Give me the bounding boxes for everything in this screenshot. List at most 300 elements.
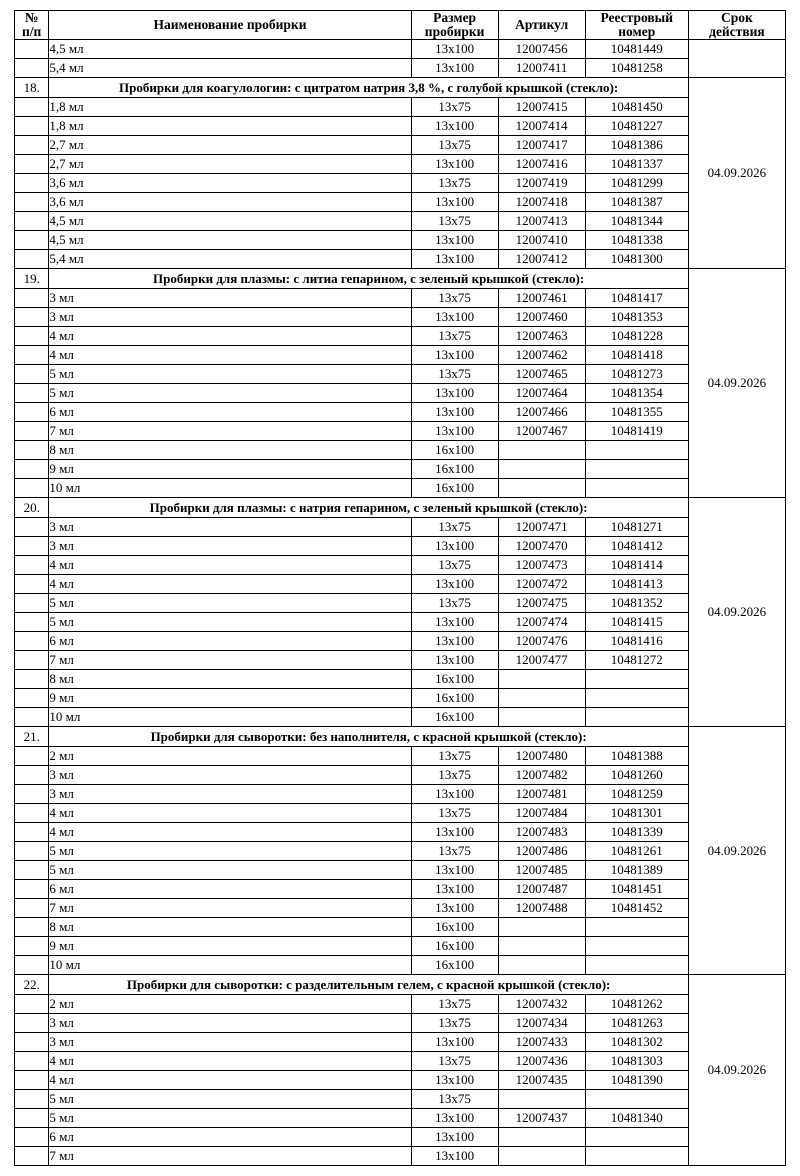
table-row: [15, 708, 786, 727]
row-size-cell: 13х75: [411, 842, 498, 861]
row-number-cell: [15, 995, 49, 1014]
group-number-cell: 21.: [15, 727, 49, 747]
row-number-cell: [15, 1147, 49, 1166]
row-name-cell: 10 мл: [49, 956, 411, 975]
table-row: [15, 575, 786, 594]
row-name-cell: 4 мл: [49, 1052, 411, 1071]
row-name-cell: 5 мл: [49, 842, 411, 861]
row-number-cell: [15, 556, 49, 575]
row-size-cell: 13х100: [411, 899, 498, 918]
row-number-cell: [15, 823, 49, 842]
group-title-cell: Пробирки для сыворотки: без наполнителя, с красной крышкой (стекло):: [49, 727, 688, 747]
row-name-cell: 3,6 мл: [49, 174, 411, 193]
row-article-cell: 12007437: [498, 1109, 585, 1128]
row-article-cell: [498, 918, 585, 937]
row-size-cell: 13х100: [411, 403, 498, 422]
table-row: [15, 689, 786, 708]
row-article-cell: [498, 689, 585, 708]
table-row: [15, 956, 786, 975]
group-number-cell: 19.: [15, 269, 49, 289]
column-header-term-line2: действия: [709, 24, 765, 40]
row-size-cell: 13х100: [411, 1109, 498, 1128]
row-article-cell: 12007461: [498, 289, 585, 308]
table-row: [15, 880, 786, 899]
table-row: [15, 899, 786, 918]
row-size-cell: 13х75: [411, 518, 498, 537]
table-row: [15, 995, 786, 1014]
row-name-cell: 4 мл: [49, 1071, 411, 1090]
row-registry-cell: [585, 937, 688, 956]
row-name-cell: 3 мл: [49, 1033, 411, 1052]
row-registry-cell: 10481415: [585, 613, 688, 632]
row-article-cell: [498, 479, 585, 498]
row-size-cell: 13х100: [411, 346, 498, 365]
table-row: [15, 861, 786, 880]
row-article-cell: [498, 956, 585, 975]
column-header-number: [15, 11, 49, 40]
row-registry-cell: [585, 670, 688, 689]
row-registry-cell: 10481413: [585, 575, 688, 594]
group-number-cell: 22.: [15, 975, 49, 995]
row-article-cell: 12007481: [498, 785, 585, 804]
row-registry-cell: 10481419: [585, 422, 688, 441]
table-row: [15, 785, 786, 804]
row-size-cell: 16х100: [411, 479, 498, 498]
row-article-cell: [498, 1090, 585, 1109]
row-registry-cell: 10481303: [585, 1052, 688, 1071]
row-registry-cell: 10481299: [585, 174, 688, 193]
row-number-cell: [15, 1090, 49, 1109]
row-article-cell: 12007412: [498, 250, 585, 269]
row-size-cell: 13х100: [411, 231, 498, 250]
row-article-cell: 12007410: [498, 231, 585, 250]
row-term-cell: [688, 40, 785, 78]
row-name-cell: 5,4 мл: [49, 250, 411, 269]
row-name-cell: 5 мл: [49, 1109, 411, 1128]
row-article-cell: 12007418: [498, 193, 585, 212]
row-article-cell: 12007464: [498, 384, 585, 403]
row-registry-cell: 10481416: [585, 632, 688, 651]
row-name-cell: 2 мл: [49, 747, 411, 766]
row-number-cell: [15, 632, 49, 651]
row-name-cell: 4,5 мл: [49, 40, 411, 59]
row-name-cell: 7 мл: [49, 1147, 411, 1166]
row-name-cell: 4 мл: [49, 556, 411, 575]
column-header-term-line1: Срок: [721, 10, 753, 25]
row-name-cell: 4,5 мл: [49, 212, 411, 231]
group-title-cell: Пробирки для плазмы: с натрия гепарином, с зеленый крышкой (стекло):: [49, 498, 688, 518]
row-registry-cell: 10481227: [585, 117, 688, 136]
row-size-cell: 13х75: [411, 804, 498, 823]
row-article-cell: 12007436: [498, 1052, 585, 1071]
table-row: [15, 441, 786, 460]
row-registry-cell: 10481412: [585, 537, 688, 556]
row-registry-cell: 10481353: [585, 308, 688, 327]
group-header-row: [15, 269, 786, 289]
group-header-row: [15, 727, 786, 747]
row-size-cell: 16х100: [411, 937, 498, 956]
row-number-cell: [15, 880, 49, 899]
group-title-cell: Пробирки для плазмы: с литиа гепарином, с зеленый крышкой (стекло):: [49, 269, 688, 289]
row-name-cell: 3 мл: [49, 1014, 411, 1033]
row-registry-cell: [585, 441, 688, 460]
row-name-cell: 4 мл: [49, 346, 411, 365]
table-row: [15, 1033, 786, 1052]
row-size-cell: 16х100: [411, 918, 498, 937]
row-size-cell: 13х75: [411, 212, 498, 231]
column-header-number-line2: п/п: [22, 24, 42, 40]
row-size-cell: 13х75: [411, 747, 498, 766]
table-row: [15, 193, 786, 212]
row-name-cell: 8 мл: [49, 670, 411, 689]
row-size-cell: 13х100: [411, 40, 498, 59]
group-title-cell: Пробирки для сыворотки: с разделительным гелем, с красной крышкой (стекло):: [49, 975, 688, 995]
row-name-cell: 7 мл: [49, 899, 411, 918]
row-article-cell: 12007414: [498, 117, 585, 136]
row-number-cell: [15, 747, 49, 766]
row-size-cell: 13х100: [411, 632, 498, 651]
row-article-cell: 12007434: [498, 1014, 585, 1033]
table-row: [15, 804, 786, 823]
row-registry-cell: [585, 460, 688, 479]
row-name-cell: 6 мл: [49, 403, 411, 422]
table-row: [15, 518, 786, 537]
row-number-cell: [15, 1033, 49, 1052]
group-term-cell: 04.09.2026: [688, 975, 785, 1166]
row-size-cell: 13х75: [411, 995, 498, 1014]
row-name-cell: 7 мл: [49, 422, 411, 441]
row-registry-cell: [585, 479, 688, 498]
row-article-cell: 12007413: [498, 212, 585, 231]
row-article-cell: [498, 460, 585, 479]
row-article-cell: 12007466: [498, 403, 585, 422]
table-row: [15, 231, 786, 250]
row-number-cell: [15, 861, 49, 880]
row-article-cell: 12007482: [498, 766, 585, 785]
table-row: [15, 747, 786, 766]
row-name-cell: 3 мл: [49, 518, 411, 537]
row-name-cell: 3 мл: [49, 537, 411, 556]
row-article-cell: 12007432: [498, 995, 585, 1014]
table-row: [15, 1109, 786, 1128]
row-number-cell: [15, 289, 49, 308]
row-registry-cell: 10481300: [585, 250, 688, 269]
group-term-cell: 04.09.2026: [688, 269, 785, 498]
column-header-size-line2: пробирки: [424, 24, 485, 40]
row-name-cell: 10 мл: [49, 479, 411, 498]
row-article-cell: 12007472: [498, 575, 585, 594]
row-name-cell: 5 мл: [49, 861, 411, 880]
row-registry-cell: 10481261: [585, 842, 688, 861]
row-number-cell: [15, 1109, 49, 1128]
table-row: [15, 136, 786, 155]
column-header-registry-line2: номер: [618, 24, 656, 40]
row-size-cell: 16х100: [411, 689, 498, 708]
row-number-cell: [15, 708, 49, 727]
table-row: [15, 422, 786, 441]
table-row: [15, 403, 786, 422]
row-size-cell: 13х100: [411, 193, 498, 212]
table-row: [15, 594, 786, 613]
row-name-cell: 2 мл: [49, 995, 411, 1014]
row-registry-cell: 10481344: [585, 212, 688, 231]
table-row: [15, 842, 786, 861]
row-registry-cell: 10481450: [585, 98, 688, 117]
table-row: [15, 117, 786, 136]
group-term-cell: 04.09.2026: [688, 727, 785, 975]
row-article-cell: 12007483: [498, 823, 585, 842]
row-size-cell: 13х100: [411, 880, 498, 899]
row-size-cell: 13х75: [411, 136, 498, 155]
row-article-cell: 12007419: [498, 174, 585, 193]
row-name-cell: 7 мл: [49, 651, 411, 670]
table-row: [15, 1052, 786, 1071]
row-size-cell: 13х100: [411, 250, 498, 269]
row-article-cell: 12007460: [498, 308, 585, 327]
row-number-cell: [15, 937, 49, 956]
row-number-cell: [15, 594, 49, 613]
group-title-cell: Пробирки для коагулологии: с цитратом натрия 3,8 %, с голубой крышкой (стекло):: [49, 78, 688, 98]
group-number-cell: 18.: [15, 78, 49, 98]
row-name-cell: 1,8 мл: [49, 98, 411, 117]
table-header-row: [15, 11, 786, 40]
table-row: [15, 308, 786, 327]
row-article-cell: 12007488: [498, 899, 585, 918]
row-name-cell: 1,8 мл: [49, 117, 411, 136]
row-number-cell: [15, 651, 49, 670]
row-name-cell: 9 мл: [49, 689, 411, 708]
row-article-cell: 12007415: [498, 98, 585, 117]
row-name-cell: 3 мл: [49, 289, 411, 308]
row-size-cell: 16х100: [411, 956, 498, 975]
row-size-cell: 13х75: [411, 1090, 498, 1109]
row-name-cell: 3 мл: [49, 766, 411, 785]
row-number-cell: [15, 766, 49, 785]
row-name-cell: 6 мл: [49, 632, 411, 651]
row-registry-cell: 10481452: [585, 899, 688, 918]
column-header-size: [411, 11, 498, 40]
row-size-cell: 16х100: [411, 460, 498, 479]
row-number-cell: [15, 308, 49, 327]
column-header-name: Наименование пробирки: [49, 11, 411, 40]
row-size-cell: 13х75: [411, 98, 498, 117]
row-number-cell: [15, 403, 49, 422]
row-size-cell: 13х75: [411, 174, 498, 193]
row-article-cell: 12007411: [498, 59, 585, 78]
row-article-cell: 12007474: [498, 613, 585, 632]
row-registry-cell: 10481337: [585, 155, 688, 174]
row-registry-cell: 10481355: [585, 403, 688, 422]
row-registry-cell: 10481388: [585, 747, 688, 766]
row-article-cell: 12007476: [498, 632, 585, 651]
row-name-cell: 10 мл: [49, 708, 411, 727]
row-name-cell: 4 мл: [49, 327, 411, 346]
row-size-cell: 13х100: [411, 308, 498, 327]
table-row: [15, 365, 786, 384]
row-article-cell: [498, 1147, 585, 1166]
row-number-cell: [15, 689, 49, 708]
row-size-cell: 13х100: [411, 785, 498, 804]
row-name-cell: 5 мл: [49, 594, 411, 613]
row-size-cell: 13х75: [411, 594, 498, 613]
row-number-cell: [15, 460, 49, 479]
row-number-cell: [15, 136, 49, 155]
row-size-cell: 13х100: [411, 422, 498, 441]
table-row: [15, 1147, 786, 1166]
row-number-cell: [15, 1014, 49, 1033]
table-row: [15, 289, 786, 308]
row-registry-cell: [585, 689, 688, 708]
row-article-cell: 12007480: [498, 747, 585, 766]
row-name-cell: 5 мл: [49, 613, 411, 632]
row-size-cell: 13х75: [411, 289, 498, 308]
table-row: [15, 766, 786, 785]
row-registry-cell: 10481352: [585, 594, 688, 613]
row-name-cell: 2,7 мл: [49, 155, 411, 174]
row-article-cell: 12007486: [498, 842, 585, 861]
row-size-cell: 13х100: [411, 575, 498, 594]
row-size-cell: 13х75: [411, 1014, 498, 1033]
row-size-cell: 16х100: [411, 670, 498, 689]
row-size-cell: 13х100: [411, 155, 498, 174]
row-name-cell: 5,4 мл: [49, 59, 411, 78]
row-article-cell: 12007471: [498, 518, 585, 537]
group-header-row: [15, 78, 786, 98]
row-registry-cell: 10481390: [585, 1071, 688, 1090]
table-row: [15, 384, 786, 403]
table-row: [15, 937, 786, 956]
table-row: [15, 556, 786, 575]
row-registry-cell: 10481451: [585, 880, 688, 899]
row-article-cell: 12007473: [498, 556, 585, 575]
column-header-size-line1: Размер: [433, 10, 477, 25]
table-row: [15, 250, 786, 269]
row-name-cell: 9 мл: [49, 460, 411, 479]
row-number-cell: [15, 346, 49, 365]
row-number-cell: [15, 1052, 49, 1071]
row-article-cell: 12007465: [498, 365, 585, 384]
row-registry-cell: [585, 956, 688, 975]
row-number-cell: [15, 575, 49, 594]
row-article-cell: 12007477: [498, 651, 585, 670]
row-number-cell: [15, 785, 49, 804]
row-registry-cell: 10481417: [585, 289, 688, 308]
table-row: [15, 479, 786, 498]
group-header-row: [15, 975, 786, 995]
row-registry-cell: 10481272: [585, 651, 688, 670]
row-number-cell: [15, 422, 49, 441]
row-size-cell: 13х75: [411, 1052, 498, 1071]
row-number-cell: [15, 918, 49, 937]
row-number-cell: [15, 956, 49, 975]
row-number-cell: [15, 479, 49, 498]
row-article-cell: 12007435: [498, 1071, 585, 1090]
row-article-cell: 12007456: [498, 40, 585, 59]
row-article-cell: [498, 937, 585, 956]
row-article-cell: 12007487: [498, 880, 585, 899]
row-number-cell: [15, 804, 49, 823]
table-header: [15, 11, 786, 40]
row-article-cell: [498, 441, 585, 460]
group-header-row: [15, 498, 786, 518]
row-registry-cell: 10481273: [585, 365, 688, 384]
row-name-cell: 4,5 мл: [49, 231, 411, 250]
row-article-cell: 12007416: [498, 155, 585, 174]
table-row: [15, 1014, 786, 1033]
row-number-cell: [15, 40, 49, 59]
row-size-cell: 13х100: [411, 537, 498, 556]
row-size-cell: 16х100: [411, 441, 498, 460]
row-name-cell: 8 мл: [49, 918, 411, 937]
row-name-cell: 8 мл: [49, 441, 411, 460]
table-row: [15, 212, 786, 231]
tube-catalog-table: [14, 10, 786, 1166]
column-header-term: [688, 11, 785, 40]
row-article-cell: 12007462: [498, 346, 585, 365]
row-name-cell: 3 мл: [49, 785, 411, 804]
row-article-cell: 12007484: [498, 804, 585, 823]
group-number-cell: 20.: [15, 498, 49, 518]
row-registry-cell: [585, 1147, 688, 1166]
table-row: [15, 1090, 786, 1109]
row-number-cell: [15, 613, 49, 632]
row-number-cell: [15, 327, 49, 346]
row-article-cell: 12007485: [498, 861, 585, 880]
row-article-cell: 12007475: [498, 594, 585, 613]
table-row: [15, 155, 786, 174]
row-registry-cell: [585, 708, 688, 727]
table-body: [15, 40, 786, 1166]
row-article-cell: [498, 670, 585, 689]
row-size-cell: 13х100: [411, 117, 498, 136]
row-size-cell: 13х100: [411, 823, 498, 842]
row-registry-cell: 10481389: [585, 861, 688, 880]
row-name-cell: 5 мл: [49, 365, 411, 384]
row-name-cell: 6 мл: [49, 880, 411, 899]
row-name-cell: 6 мл: [49, 1128, 411, 1147]
row-registry-cell: 10481302: [585, 1033, 688, 1052]
row-number-cell: [15, 670, 49, 689]
column-header-number-line1: №: [24, 10, 39, 25]
row-registry-cell: 10481271: [585, 518, 688, 537]
row-registry-cell: [585, 918, 688, 937]
column-header-registry: [585, 11, 688, 40]
row-registry-cell: 10481340: [585, 1109, 688, 1128]
row-registry-cell: 10481228: [585, 327, 688, 346]
row-size-cell: 16х100: [411, 708, 498, 727]
row-registry-cell: 10481414: [585, 556, 688, 575]
row-name-cell: 9 мл: [49, 937, 411, 956]
row-number-cell: [15, 250, 49, 269]
row-number-cell: [15, 365, 49, 384]
table-row: [15, 918, 786, 937]
table-row: [15, 460, 786, 479]
row-size-cell: 13х100: [411, 384, 498, 403]
row-name-cell: 4 мл: [49, 823, 411, 842]
row-name-cell: 2,7 мл: [49, 136, 411, 155]
row-size-cell: 13х100: [411, 1147, 498, 1166]
row-article-cell: 12007417: [498, 136, 585, 155]
row-registry-cell: 10481260: [585, 766, 688, 785]
row-registry-cell: 10481259: [585, 785, 688, 804]
row-name-cell: 5 мл: [49, 1090, 411, 1109]
row-registry-cell: 10481338: [585, 231, 688, 250]
row-size-cell: 13х75: [411, 766, 498, 785]
group-term-cell: 04.09.2026: [688, 498, 785, 727]
column-header-registry-line1: Реестровый: [600, 10, 674, 25]
row-number-cell: [15, 174, 49, 193]
table-row: [15, 823, 786, 842]
